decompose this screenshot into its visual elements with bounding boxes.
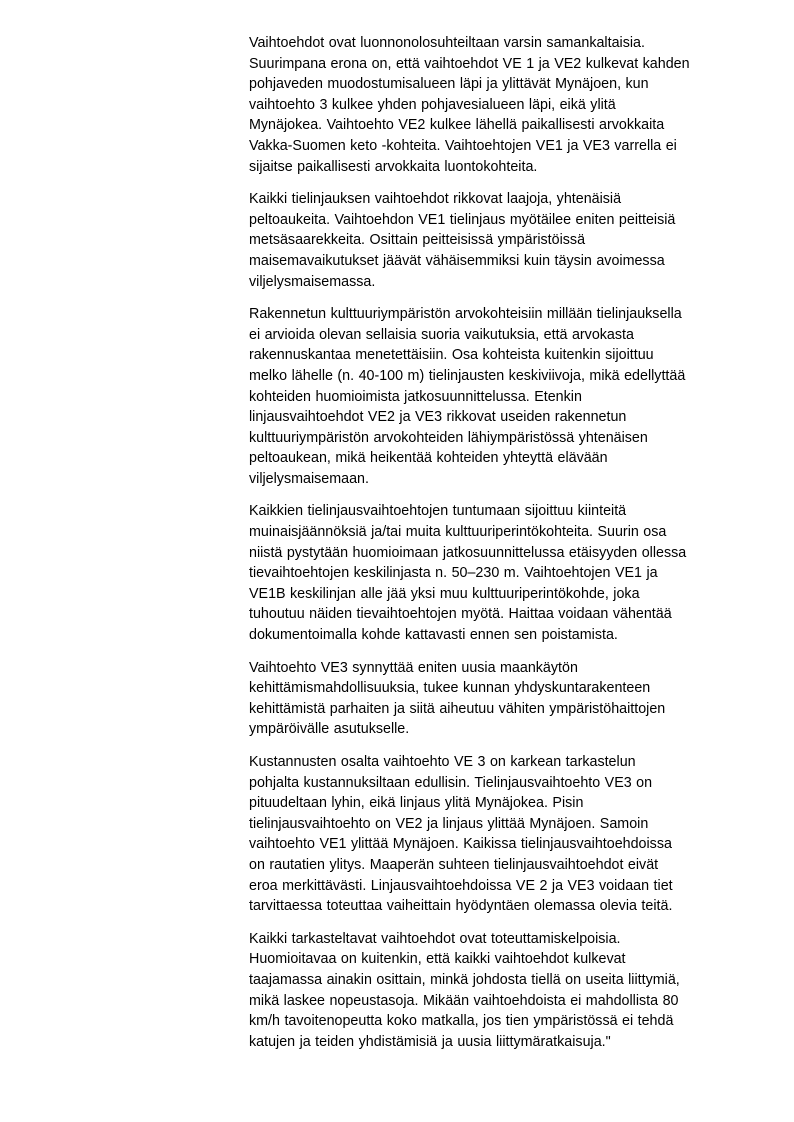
- body-text-column: [249, 33, 711, 1064]
- text-line: maisemavaikutukset jäävät vähäisemmiksi kuin täysin avoimessa: [249, 252, 665, 269]
- paragraph-costs: [249, 752, 711, 917]
- text-line: ympäröivälle asutukselle.: [249, 721, 410, 738]
- text-line: melko lähelle (n. 40-100 m) tielinjausten keskiviivoja, mikä edellyttää: [249, 367, 686, 384]
- text-line: peltoaukeita. Vaihtoehdon VE1 tielinjaus myötäilee eniten peitteisiä: [249, 211, 676, 228]
- text-line: VE1B keskilinjan alle jää yksi muu kulttuuriperintökohde, joka: [249, 585, 640, 602]
- text-line: pohjaveden muodostumisalueen läpi ja ylittävät Mynäjoen, kun: [249, 76, 649, 93]
- text-line: viljelysmaisemassa.: [249, 273, 376, 290]
- text-line: eroa merkittävästi. Linjausvaihtoehdoissa VE 2 ja VE3 voidaan tiet: [249, 877, 673, 894]
- text-line: linjausvaihtoehdot VE2 ja VE3 rikkovat useiden rakennetun: [249, 409, 627, 426]
- text-line: tuhoutuu näiden tievaihtoehtojen myötä. Haittaa voidaan vähentää: [249, 606, 672, 623]
- text-line: Mynäjokea. Vaihtoehto VE2 kulkee lähellä paikallisesti arvokkaita: [249, 117, 665, 134]
- text-line: rakennuskantaa menetettäisiin. Osa kohteista kuitenkin sijoittuu: [249, 347, 654, 364]
- text-line: katujen ja teiden yhdistämisiä ja uusia liittymäratkaisuja.": [249, 1033, 611, 1050]
- text-line: kohteiden huomioimista jatkosuunnittelussa. Etenkin: [249, 388, 582, 405]
- text-line: Vakka-Suomen keto -kohteita. Vaihtoehtojen VE1 ja VE3 varrella ei: [249, 137, 677, 154]
- text-line: on rautatien ylitys. Maaperän suhteen tielinjausvaihtoehdot eivät: [249, 856, 659, 873]
- text-line: kehittämismahdollisuuksia, tukee kunnan yhdyskuntarakenteen: [249, 680, 651, 697]
- paragraph-cultural-environment: [249, 304, 711, 489]
- text-line: niistä pystytään huomioimaan jatkosuunnittelussa etäisyyden ollessa: [249, 544, 687, 561]
- text-line: tielinjausvaihtoehto on VE2 ja linjaus ylittää Mynäjoen. Samoin: [249, 815, 649, 832]
- text-line: metsäsaarekkeita. Osittain peitteisissä ympäristöissä: [249, 232, 586, 249]
- text-line: ei arvioida olevan sellaisia suoria vaikutuksia, että arvokasta: [249, 326, 634, 343]
- text-line: dokumentoimalla kohde kattavasti ennen sen poistamista.: [249, 627, 618, 644]
- paragraph-natural-conditions: [249, 33, 711, 177]
- text-line: peltoaukean, mikä heikentää kohteiden yhteyttä elävään: [249, 450, 608, 467]
- text-line: sijaitse paikallisesti arvokkaita luontokohteita.: [249, 158, 538, 175]
- text-line: taajamassa ainakin osittain, minkä johdosta tiellä on useita liittymiä,: [249, 971, 680, 988]
- text-line: Vaihtoehdot ovat luonnonolosuhteiltaan varsin samankaltaisia.: [249, 35, 645, 51]
- text-line: mikä laskee nopeustasoja. Mikään vaihtoehdoista ei mahdollista 80: [249, 992, 679, 1009]
- text-line: muinaisjäännöksiä ja/tai muita kulttuuriperintökohteita. Suurin osa: [249, 524, 667, 541]
- text-line: Kaikki tielinjauksen vaihtoehdot rikkovat laajoja, yhtenäisiä: [249, 191, 622, 208]
- paragraph-heritage-sites: [249, 501, 711, 645]
- paragraph-landscape: [249, 189, 711, 292]
- paragraph-land-use: [249, 658, 711, 740]
- text-line: Huomioitavaa on kuitenkin, että kaikki vaihtoehdot kulkevat: [249, 951, 626, 968]
- text-line: Vaihtoehto VE3 synnyttää eniten uusia maankäytön: [249, 659, 578, 676]
- text-line: tievaihtoehtojen keskilinjasta n. 50–230 m. Vaihtoehtojen VE1 ja: [249, 565, 658, 582]
- text-line: pohjalta kustannuksiltaan edullisin. Tielinjausvaihtoehto VE3 on: [249, 774, 653, 791]
- paragraph-feasibility: [249, 929, 711, 1053]
- text-line: Kaikki tarkasteltavat vaihtoehdot ovat toteuttamiskelpoisia.: [249, 930, 621, 947]
- text-line: viljelysmaisemaan.: [249, 470, 369, 487]
- text-line: Kustannusten osalta vaihtoehto VE 3 on karkean tarkastelun: [249, 754, 636, 770]
- text-line: Rakennetun kulttuuriympäristön arvokohteisiin millään tielinjauksella: [249, 306, 682, 323]
- text-line: vaihtoehto 3 kulkee yhden pohjavesialueen läpi, eikä ylitä: [249, 96, 616, 113]
- text-line: vaihtoehto VE1 ylittää Mynäjoen. Kaikissa tielinjausvaihtoehdoissa: [249, 836, 672, 853]
- text-line: Suurimpana erona on, että vaihtoehdot VE 1 ja VE2 kulkevat kahden: [249, 55, 690, 72]
- text-line: kehittämistä parhaiten ja siitä aiheutuu vähiten ympäristöhaittojen: [249, 700, 666, 717]
- text-line: tarvittaessa toteuttaa vaiheittain hyödyntäen olemassa olevia teitä.: [249, 898, 673, 915]
- text-line: km/h tavoitenopeutta koko matkalla, jos tien ympäristössä ei tehdä: [249, 1013, 674, 1030]
- text-line: kulttuuriympäristön arvokohteiden lähiympäristössä yhtenäisen: [249, 429, 648, 446]
- text-line: pituudeltaan lyhin, eikä linjaus ylitä Mynäjokea. Pisin: [249, 795, 584, 812]
- text-line: Kaikkien tielinjausvaihtoehtojen tuntumaan sijoittuu kiinteitä: [249, 503, 627, 520]
